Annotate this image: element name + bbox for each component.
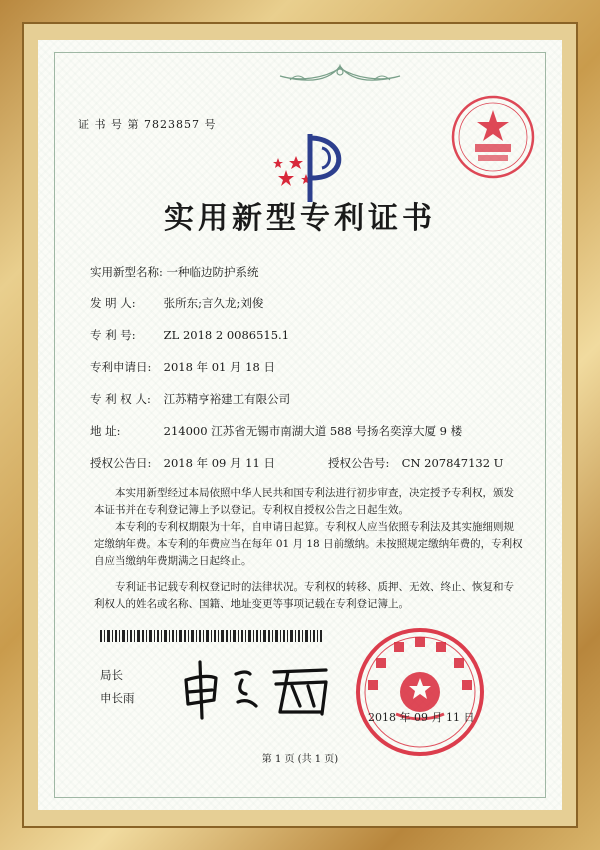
certificate-paper <box>38 40 562 810</box>
field-label: 授权公告号: <box>328 456 390 470</box>
field-value: 张所东;言久龙;刘俊 <box>163 296 264 310</box>
signer-title: 局长 <box>100 668 123 682</box>
field-value: 一种临边防护系统 <box>166 265 259 279</box>
paragraph: 专利证书记载专利权登记时的法律状况。专利权的转移、质押、无效、终止、恢复和专利权人的姓名或名称、国籍、地址变更等事项记载在专利登记簿上。 <box>94 581 514 610</box>
handwritten-signature-icon <box>176 652 346 722</box>
field-value: 214000 江苏省无锡市南湖大道 588 号扬名奕淳大厦 9 楼 <box>163 424 463 438</box>
agency-seal-icon <box>448 92 538 182</box>
field-patentee <box>90 391 290 407</box>
field-grant-number <box>328 455 503 471</box>
field-value: 2018 年 09 月 11 日 <box>163 456 275 470</box>
field-name <box>90 264 259 280</box>
field-address <box>90 423 462 439</box>
field-label: 实用新型名称: <box>90 265 163 279</box>
ornament-icon <box>270 62 410 88</box>
field-inventors <box>90 295 263 311</box>
field-label: 授权公告日: <box>90 456 152 470</box>
field-value: 2018 年 01 月 18 日 <box>163 360 275 374</box>
page-footer: 第 1 页 (共 1 页) <box>261 754 339 765</box>
field-value: ZL 2018 2 0086515.1 <box>163 328 290 342</box>
field-value: CN 207847132 U <box>401 456 504 470</box>
field-label: 专 利 权 人: <box>90 392 151 406</box>
official-seal-icon <box>350 622 490 762</box>
field-application-date <box>90 359 275 375</box>
barcode-icon <box>100 630 322 642</box>
field-grant-date <box>90 455 275 471</box>
field-value: 江苏精亨裕建工有限公司 <box>163 392 291 406</box>
field-label: 专 利 号: <box>90 328 136 342</box>
field-label: 专利申请日: <box>90 360 152 374</box>
paragraph: 本专利的专利权期限为十年，自申请日起算。专利权人应当依照专利法及其实施细则规定缴纳年费。本专利的年费应当在每年 01 月 18 日前缴纳。未按照规定缴纳年费的，专利权自应当缴纳年费期满之日起终止。 <box>94 521 523 567</box>
seal-date: 2018 年 09 月 11 日 <box>368 711 475 724</box>
certificate-number: 证 书 号 第 7823857 号 <box>78 118 217 131</box>
signer-name: 申长雨 <box>100 691 135 705</box>
body-text <box>94 485 524 613</box>
field-patent-number <box>90 327 289 343</box>
certificate-title: 实用新型专利证书 <box>164 201 436 236</box>
paragraph: 本实用新型经过本局依照中华人民共和国专利法进行初步审查，决定授予专利权，颁发本证书并在专利登记簿上予以登记。专利权自授权公告之日起生效。 <box>94 487 514 516</box>
field-label: 地 址: <box>90 424 121 438</box>
field-label: 发 明 人: <box>90 296 136 310</box>
